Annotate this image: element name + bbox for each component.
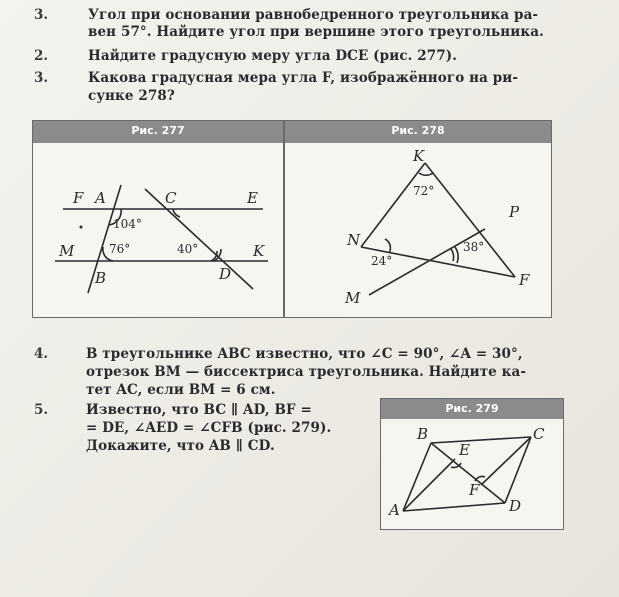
figure-279-drawing [381,419,563,527]
label-B: B [417,425,429,443]
problem-3b-line-2: сунке 278? [88,88,175,104]
label-K: K [253,242,265,260]
problem-4-line-3: тет AC, если BM = 6 см. [86,382,276,398]
problem-4-line-2: отрезок BM — биссектриса треугольника. Найдите ка- [86,364,527,380]
label-F: F [469,481,480,499]
problem-number: 2. [34,48,49,64]
label-E: E [459,441,470,459]
label-M: M [345,289,361,307]
problem-number: 4. [34,346,49,362]
figure-278-caption: Рис. 278 [285,121,551,143]
angle-104: 104° [113,217,142,231]
problem-3b-line-1: Какова градусная мера угла F, изображённого на ри- [88,70,519,86]
side-AD [403,503,505,511]
problem-5-line-3: Докажите, что AB ∥ CD. [86,438,275,454]
angle-38: 38° [463,240,485,254]
problem-5-line-2: = DE, ∠AED = ∠CFB (рис. 279). [86,420,332,436]
label-A: A [95,189,106,207]
side-BC [431,437,531,443]
label-E: E [247,189,258,207]
angle-arc-24 [385,239,390,253]
figure-279-caption: Рис. 279 [381,399,563,419]
problem-2-line-1: Найдите градусную меру угла DCE (рис. 277). [88,48,458,64]
problem-3-line-2: вен 57°. Найдите угол при вершине этого треугольника. [88,24,544,40]
side-KF [425,163,515,277]
angle-72: 72° [413,184,435,198]
label-F: F [519,271,530,289]
problem-number: 3. [34,70,49,86]
label-A: A [389,501,400,519]
angle-76: 76° [109,242,131,256]
figure-277-caption: Рис. 277 [33,121,283,143]
side-CD [505,437,531,503]
figure-277-drawing [33,143,283,315]
segment-AE [403,459,455,511]
problem-4-line-1: В треугольнике ABC известно, что ∠C = 90°, ∠A = 30°, [86,346,523,362]
label-D: D [219,265,232,283]
problem-5-line-1: Известно, что BC ∥ AD, BF = [86,402,312,418]
label-P: P [509,203,520,221]
angle-arc-72 [419,173,433,175]
label-C: C [165,189,177,207]
problem-number: 5. [34,402,49,418]
figure-279-panel [380,398,564,530]
angle-arc-38-double [455,247,458,263]
dot-mark [80,226,83,229]
figure-278-drawing [285,143,551,315]
segment-CF [481,437,531,485]
side-AB [403,443,431,511]
angle-40: 40° [177,242,199,256]
label-B: B [95,269,107,287]
label-C: C [533,425,545,443]
side-KN [361,163,425,247]
label-M: M [59,242,75,260]
label-D: D [509,497,522,515]
problem-number: 3. [34,7,49,23]
label-K: K [413,147,425,165]
label-N: N [347,231,361,249]
angle-24: 24° [371,254,393,268]
label-F: F [73,189,84,207]
figures-277-278-panel [32,120,552,318]
problem-3-line-1: Угол при основании равнобедренного треугольника ра- [88,7,539,23]
line-CD [145,189,253,289]
angle-arc-38 [451,249,454,261]
